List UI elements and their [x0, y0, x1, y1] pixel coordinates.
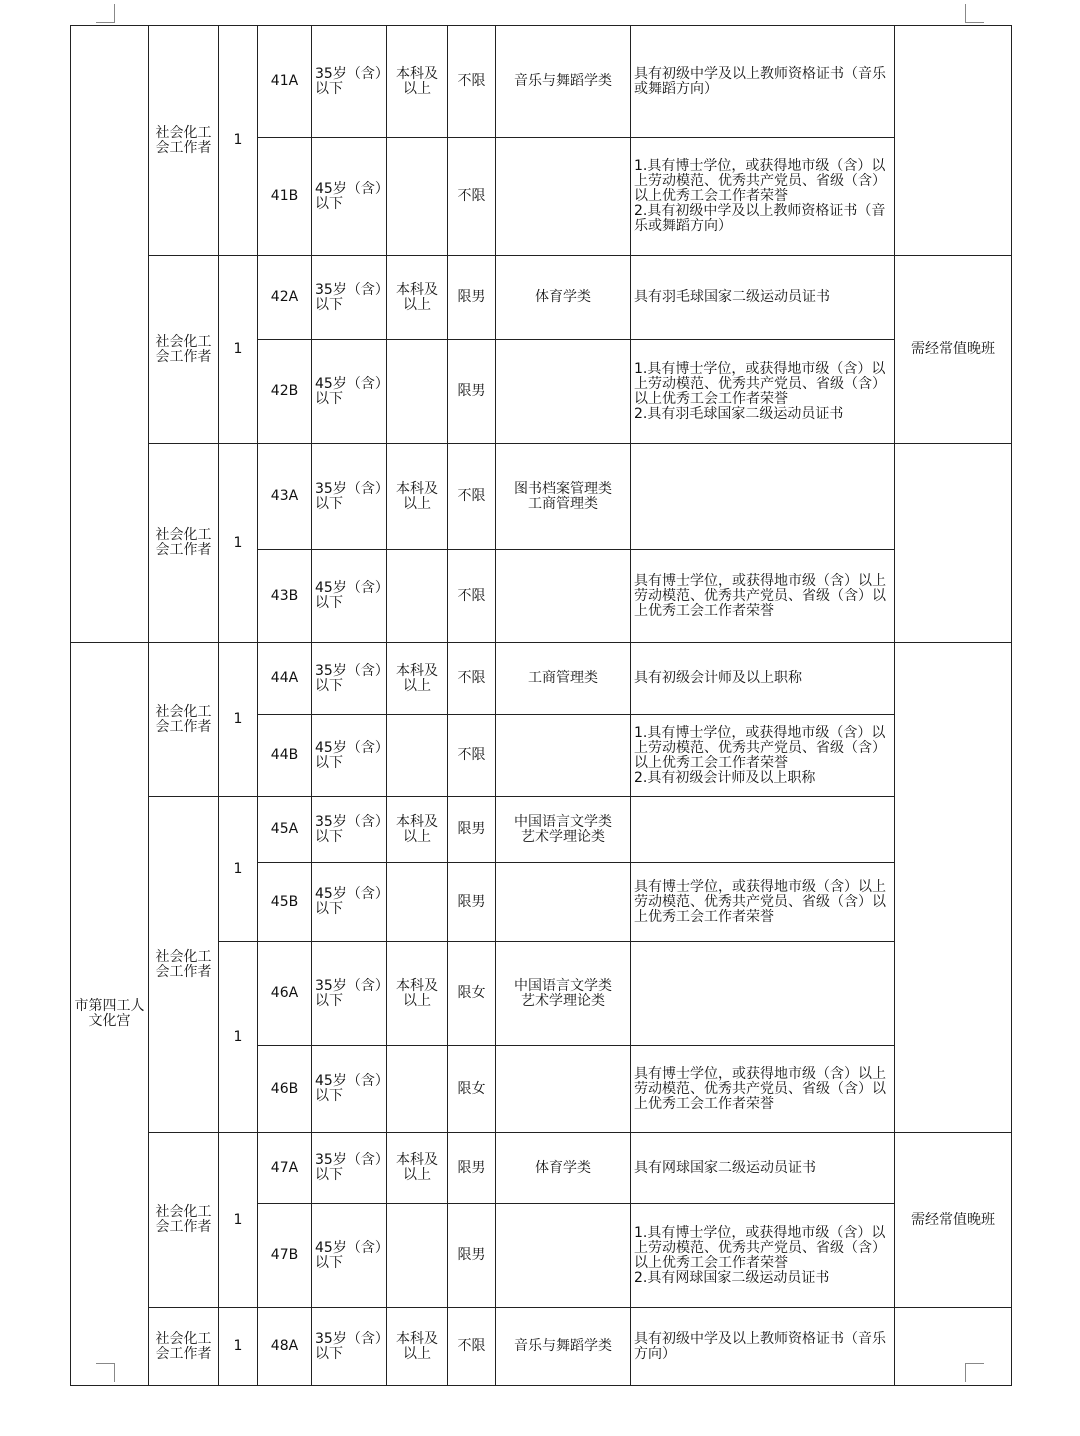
gender-cell: 不限 [448, 715, 496, 797]
major-cell [496, 340, 631, 444]
major-cell: 图书档案管理类 工商管理类 [496, 444, 631, 550]
post-code-cell: 48A [258, 1308, 312, 1386]
age-cell: 45岁（含）以下 [312, 138, 387, 256]
note-cell [895, 643, 1012, 1133]
gender-cell: 不限 [448, 138, 496, 256]
age-cell: 35岁（含）以下 [312, 643, 387, 715]
post-name-cell: 社会化工会工作者 [149, 1133, 219, 1308]
gender-cell: 限女 [448, 942, 496, 1046]
education-cell: 本科及以上 [387, 26, 448, 138]
unit-cell: 市第四工人文化宫 [71, 643, 149, 1386]
post-code-cell: 43B [258, 550, 312, 643]
note-cell [895, 444, 1012, 643]
age-cell: 45岁（含）以下 [312, 863, 387, 942]
education-cell [387, 138, 448, 256]
age-cell: 45岁（含）以下 [312, 1204, 387, 1308]
age-cell: 45岁（含）以下 [312, 1046, 387, 1133]
post-name-cell: 社会化工会工作者 [149, 444, 219, 643]
post-code-cell: 43A [258, 444, 312, 550]
requirement-cell: 1.具有博士学位，或获得地市级（含）以上劳动模范、优秀共产党员、省级（含）以上优秀工会工作者荣誉 2.具有羽毛球国家二级运动员证书 [631, 340, 895, 444]
major-cell: 中国语言文学类 艺术学理论类 [496, 797, 631, 863]
headcount-cell: 1 [219, 797, 258, 942]
education-cell: 本科及以上 [387, 444, 448, 550]
requirement-cell: 1.具有博士学位，或获得地市级（含）以上劳动模范、优秀共产党员、省级（含）以上优秀工会工作者荣誉 2.具有初级中学及以上教师资格证书（音乐或舞蹈方向） [631, 138, 895, 256]
gender-cell: 不限 [448, 550, 496, 643]
age-cell: 35岁（含）以下 [312, 26, 387, 138]
post-name-cell: 社会化工会工作者 [149, 26, 219, 256]
post-code-cell: 47B [258, 1204, 312, 1308]
recruitment-table [70, 25, 1012, 1386]
post-name-cell: 社会化工会工作者 [149, 797, 219, 1133]
age-cell: 35岁（含）以下 [312, 1133, 387, 1204]
post-code-cell: 41B [258, 138, 312, 256]
table-row [71, 1133, 1012, 1204]
requirement-cell [631, 942, 895, 1046]
headcount-cell: 1 [219, 942, 258, 1133]
education-cell: 本科及以上 [387, 256, 448, 340]
table-row [71, 444, 1012, 550]
requirement-cell: 1.具有博士学位，或获得地市级（含）以上劳动模范、优秀共产党员、省级（含）以上优秀工会工作者荣誉 2.具有初级会计师及以上职称 [631, 715, 895, 797]
age-cell: 35岁（含）以下 [312, 1308, 387, 1386]
gender-cell: 不限 [448, 26, 496, 138]
major-cell [496, 550, 631, 643]
education-cell: 本科及以上 [387, 797, 448, 863]
requirement-cell [631, 797, 895, 863]
age-cell: 35岁（含）以下 [312, 942, 387, 1046]
education-cell: 本科及以上 [387, 1133, 448, 1204]
major-cell: 体育学类 [496, 1133, 631, 1204]
post-code-cell: 44B [258, 715, 312, 797]
requirement-cell: 具有博士学位，或获得地市级（含）以上劳动模范、优秀共产党员、省级（含）以上优秀工会工作者荣誉 [631, 863, 895, 942]
age-cell: 45岁（含）以下 [312, 340, 387, 444]
headcount-cell: 1 [219, 256, 258, 444]
gender-cell: 限男 [448, 1133, 496, 1204]
post-code-cell: 47A [258, 1133, 312, 1204]
major-cell: 工商管理类 [496, 643, 631, 715]
major-cell: 体育学类 [496, 256, 631, 340]
requirement-cell: 具有博士学位，或获得地市级（含）以上劳动模范、优秀共产党员、省级（含）以上优秀工会工作者荣誉 [631, 550, 895, 643]
table-row [71, 797, 1012, 863]
post-name-cell: 社会化工会工作者 [149, 1308, 219, 1386]
post-code-cell: 46A [258, 942, 312, 1046]
headcount-cell: 1 [219, 643, 258, 797]
major-cell [496, 1204, 631, 1308]
education-cell [387, 550, 448, 643]
headcount-cell: 1 [219, 1133, 258, 1308]
table-row [71, 256, 1012, 340]
crop-mark-top-right [965, 4, 984, 23]
post-code-cell: 45B [258, 863, 312, 942]
requirement-cell: 具有羽毛球国家二级运动员证书 [631, 256, 895, 340]
major-cell: 音乐与舞蹈学类 [496, 26, 631, 138]
headcount-cell: 1 [219, 444, 258, 643]
gender-cell: 限男 [448, 340, 496, 444]
gender-cell: 限男 [448, 256, 496, 340]
gender-cell: 不限 [448, 643, 496, 715]
requirement-cell: 具有网球国家二级运动员证书 [631, 1133, 895, 1204]
major-cell [496, 138, 631, 256]
requirement-cell: 具有初级会计师及以上职称 [631, 643, 895, 715]
gender-cell: 限女 [448, 1046, 496, 1133]
crop-mark-top-left [96, 4, 115, 23]
headcount-cell: 1 [219, 26, 258, 256]
requirement-cell: 具有初级中学及以上教师资格证书（音乐或舞蹈方向） [631, 26, 895, 138]
table-row [71, 643, 1012, 715]
major-cell: 中国语言文学类 艺术学理论类 [496, 942, 631, 1046]
education-cell [387, 1046, 448, 1133]
post-code-cell: 42B [258, 340, 312, 444]
post-code-cell: 42A [258, 256, 312, 340]
post-name-cell: 社会化工会工作者 [149, 256, 219, 444]
education-cell [387, 863, 448, 942]
gender-cell: 限男 [448, 1204, 496, 1308]
post-code-cell: 46B [258, 1046, 312, 1133]
note-cell: 需经常值晚班 [895, 1133, 1012, 1308]
post-name-cell: 社会化工会工作者 [149, 643, 219, 797]
gender-cell: 不限 [448, 1308, 496, 1386]
requirement-cell: 具有初级中学及以上教师资格证书（音乐方向） [631, 1308, 895, 1386]
major-cell [496, 715, 631, 797]
table-row [71, 26, 1012, 138]
headcount-cell: 1 [219, 1308, 258, 1386]
age-cell: 35岁（含）以下 [312, 444, 387, 550]
major-cell [496, 863, 631, 942]
age-cell: 45岁（含）以下 [312, 550, 387, 643]
education-cell: 本科及以上 [387, 643, 448, 715]
education-cell: 本科及以上 [387, 1308, 448, 1386]
gender-cell: 不限 [448, 444, 496, 550]
requirement-cell [631, 444, 895, 550]
gender-cell: 限男 [448, 863, 496, 942]
education-cell [387, 340, 448, 444]
post-code-cell: 45A [258, 797, 312, 863]
note-cell [895, 26, 1012, 256]
note-cell [895, 1308, 1012, 1386]
age-cell: 35岁（含）以下 [312, 256, 387, 340]
unit-cell [71, 26, 149, 643]
table-row [71, 1308, 1012, 1386]
education-cell [387, 715, 448, 797]
major-cell [496, 1046, 631, 1133]
requirement-cell: 具有博士学位，或获得地市级（含）以上劳动模范、优秀共产党员、省级（含）以上优秀工会工作者荣誉 [631, 1046, 895, 1133]
post-code-cell: 44A [258, 643, 312, 715]
gender-cell: 限男 [448, 797, 496, 863]
education-cell [387, 1204, 448, 1308]
post-code-cell: 41A [258, 26, 312, 138]
age-cell: 45岁（含）以下 [312, 715, 387, 797]
age-cell: 35岁（含）以下 [312, 797, 387, 863]
education-cell: 本科及以上 [387, 942, 448, 1046]
major-cell: 音乐与舞蹈学类 [496, 1308, 631, 1386]
note-cell: 需经常值晚班 [895, 256, 1012, 444]
requirement-cell: 1.具有博士学位，或获得地市级（含）以上劳动模范、优秀共产党员、省级（含）以上优秀工会工作者荣誉 2.具有网球国家二级运动员证书 [631, 1204, 895, 1308]
